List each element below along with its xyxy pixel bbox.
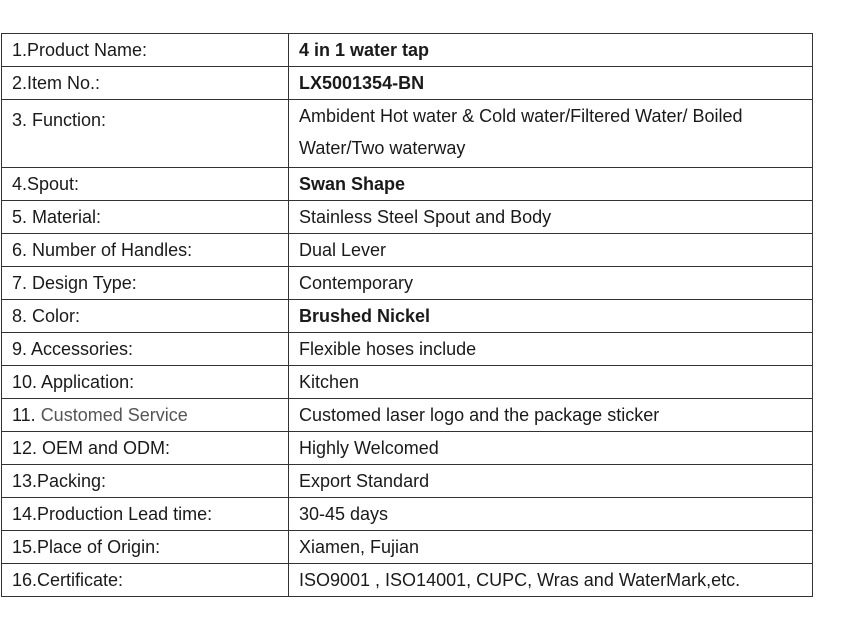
table-row bbox=[2, 234, 813, 267]
row-label: 1.Product Name: bbox=[2, 34, 289, 67]
table-row bbox=[2, 564, 813, 597]
row-value: Kitchen bbox=[289, 366, 813, 399]
row-label: 8. Color: bbox=[2, 300, 289, 333]
table-row bbox=[2, 432, 813, 465]
row-label: 12. OEM and ODM: bbox=[2, 432, 289, 465]
table-row bbox=[2, 168, 813, 201]
row-label: 16.Certificate: bbox=[2, 564, 289, 597]
table-row bbox=[2, 267, 813, 300]
row-value: 4 in 1 water tap bbox=[289, 34, 813, 67]
table-row bbox=[2, 465, 813, 498]
row-label: 2.Item No.: bbox=[2, 67, 289, 100]
row-value: Xiamen, Fujian bbox=[289, 531, 813, 564]
row-value: Export Standard bbox=[289, 465, 813, 498]
row-label: 10. Application: bbox=[2, 366, 289, 399]
row-label: 7. Design Type: bbox=[2, 267, 289, 300]
table-row bbox=[2, 300, 813, 333]
table-row bbox=[2, 100, 813, 168]
row-value: Dual Lever bbox=[289, 234, 813, 267]
row-value: 30-45 days bbox=[289, 498, 813, 531]
row-value: Brushed Nickel bbox=[289, 300, 813, 333]
row-label: 9. Accessories: bbox=[2, 333, 289, 366]
row-label: 5. Material: bbox=[2, 201, 289, 234]
row-value: Flexible hoses include bbox=[289, 333, 813, 366]
row-label: 6. Number of Handles: bbox=[2, 234, 289, 267]
row-value: Customed laser logo and the package sticker bbox=[289, 399, 813, 432]
row-value: Highly Welcomed bbox=[289, 432, 813, 465]
row-label bbox=[2, 399, 289, 432]
table-row bbox=[2, 333, 813, 366]
table-row bbox=[2, 34, 813, 67]
row-label: 13.Packing: bbox=[2, 465, 289, 498]
row-label: 4.Spout: bbox=[2, 168, 289, 201]
table-row bbox=[2, 531, 813, 564]
row-label: 3. Function: bbox=[2, 100, 289, 168]
table-row bbox=[2, 399, 813, 432]
row-label-suffix: Customed Service bbox=[40, 404, 188, 425]
row-value: Swan Shape bbox=[289, 168, 813, 201]
row-label-prefix: 11. bbox=[12, 404, 41, 425]
table-row bbox=[2, 67, 813, 100]
table-row bbox=[2, 498, 813, 531]
row-value: Ambident Hot water & Cold water/Filtered Water/ Boiled Water/Two waterway bbox=[289, 100, 813, 168]
row-value: Stainless Steel Spout and Body bbox=[289, 201, 813, 234]
row-value: ISO9001 , ISO14001, CUPC, Wras and WaterMark,etc. bbox=[289, 564, 813, 597]
row-label: 14.Production Lead time: bbox=[2, 498, 289, 531]
product-spec-table bbox=[1, 33, 813, 597]
row-label: 15.Place of Origin: bbox=[2, 531, 289, 564]
table-row bbox=[2, 201, 813, 234]
row-value: LX5001354-BN bbox=[289, 67, 813, 100]
row-value: Contemporary bbox=[289, 267, 813, 300]
table-row bbox=[2, 366, 813, 399]
